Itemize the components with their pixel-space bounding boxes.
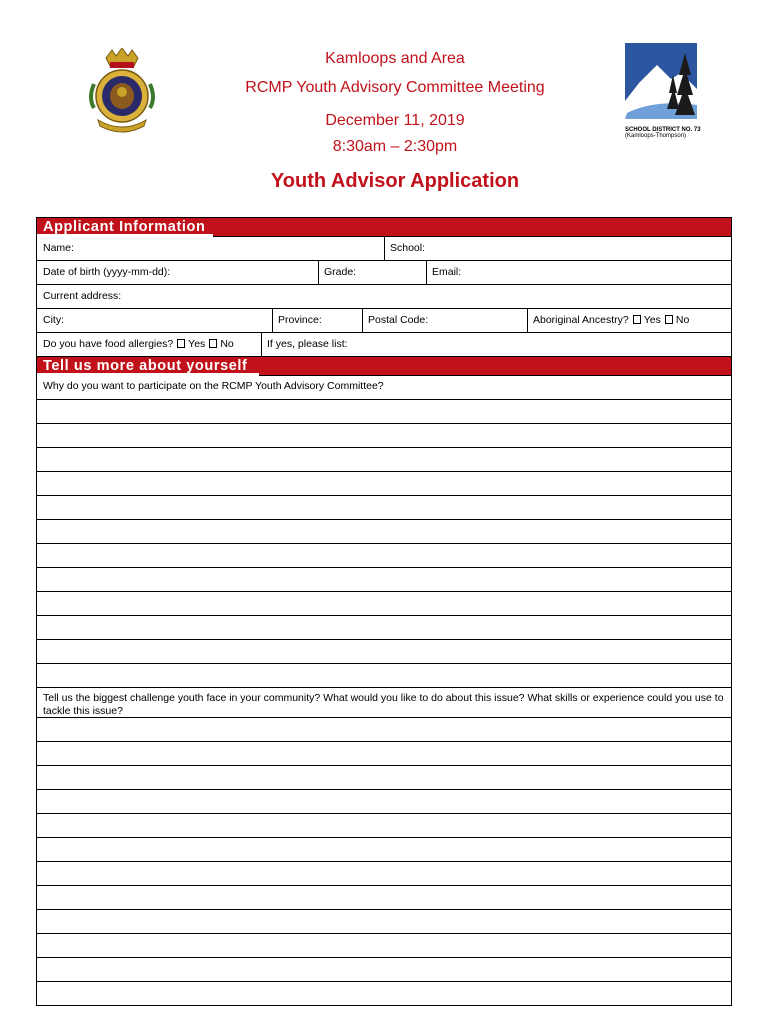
answer-2-line[interactable] bbox=[37, 910, 731, 934]
header-date: December 11, 2019 bbox=[325, 112, 465, 129]
allergies-list-label: If yes, please list: bbox=[267, 338, 348, 350]
row-address bbox=[37, 285, 731, 309]
aboriginal-label: Aboriginal Ancestry? bbox=[533, 314, 629, 326]
answer-2-line[interactable] bbox=[37, 742, 731, 766]
mountain-logo-icon bbox=[625, 43, 697, 119]
answer-1-line[interactable] bbox=[37, 544, 731, 568]
postal-label: Postal Code: bbox=[368, 314, 429, 326]
answer-1-line[interactable] bbox=[37, 616, 731, 640]
postal-field[interactable] bbox=[362, 309, 527, 332]
name-field[interactable] bbox=[37, 237, 384, 260]
dob-field[interactable] bbox=[37, 261, 318, 284]
answer-2-line[interactable] bbox=[37, 814, 731, 838]
email-label: Email: bbox=[432, 266, 462, 278]
row-allergies bbox=[37, 333, 731, 356]
allergies-list-field[interactable] bbox=[261, 333, 731, 356]
allergies-yes-checkbox[interactable] bbox=[177, 339, 185, 348]
answer-2-line[interactable] bbox=[37, 934, 731, 958]
answer-2-line[interactable] bbox=[37, 838, 731, 862]
school-district-sublabel: (Kamloops-Thompson) bbox=[625, 133, 687, 139]
answer-2-line[interactable] bbox=[37, 958, 731, 982]
page-title: Youth Advisor Application bbox=[270, 170, 520, 192]
dob-label: Date of birth (yyyy-mm-dd): bbox=[43, 266, 171, 278]
answer-1-line[interactable] bbox=[37, 568, 731, 592]
name-label: Name: bbox=[43, 242, 74, 254]
answer-1-line[interactable] bbox=[37, 640, 731, 664]
answer-1-line[interactable] bbox=[37, 520, 731, 544]
school-field[interactable] bbox=[384, 237, 731, 260]
aboriginal-yes-label: Yes bbox=[643, 314, 661, 326]
allergies-label: Do you have food allergies? bbox=[43, 338, 174, 350]
province-field[interactable] bbox=[272, 309, 362, 332]
header-line1: Kamloops and Area bbox=[325, 50, 465, 67]
answer-1-line[interactable] bbox=[37, 496, 731, 520]
section-header-applicant bbox=[37, 218, 731, 237]
answer-2-line[interactable] bbox=[37, 718, 731, 742]
grade-label: Grade: bbox=[324, 266, 357, 278]
email-field[interactable] bbox=[426, 261, 731, 284]
question-1-text: Why do you want to participate on the RCMP Youth Advisory Committee? bbox=[43, 380, 384, 392]
answer-2-line[interactable] bbox=[37, 766, 731, 790]
answer-1-line[interactable] bbox=[37, 664, 731, 688]
city-field[interactable] bbox=[37, 309, 272, 332]
header-time: 8:30am – 2:30pm bbox=[332, 138, 458, 155]
answer-2-line[interactable] bbox=[37, 862, 731, 886]
answer-1-line[interactable] bbox=[37, 448, 731, 472]
question-2-text: Tell us the biggest challenge youth face in your community? What would you like to do about this issue? What skills or experience could you use to tackle this issue? bbox=[43, 692, 724, 717]
school-district-logo bbox=[625, 43, 703, 140]
grade-field[interactable] bbox=[318, 261, 426, 284]
answer-1-line[interactable] bbox=[37, 400, 731, 424]
row-dob-grade-email bbox=[37, 261, 731, 285]
rcmp-crest-logo bbox=[86, 48, 158, 134]
section-title-more: Tell us more about yourself bbox=[43, 358, 248, 374]
section-header-more bbox=[37, 356, 731, 376]
answer-1-line[interactable] bbox=[37, 472, 731, 496]
application-form bbox=[36, 217, 732, 1006]
header-line2: RCMP Youth Advisory Committee Meeting bbox=[245, 79, 545, 96]
answer-1-line[interactable] bbox=[37, 592, 731, 616]
aboriginal-no-checkbox[interactable] bbox=[665, 315, 673, 324]
aboriginal-yes-checkbox[interactable] bbox=[633, 315, 641, 324]
row-name-school bbox=[37, 237, 731, 261]
school-district-label: SCHOOL DISTRICT NO. 73 bbox=[625, 127, 701, 133]
address-label: Current address: bbox=[43, 290, 122, 302]
school-label: School: bbox=[390, 242, 426, 254]
aboriginal-no-label: No bbox=[675, 314, 690, 326]
city-label: City: bbox=[43, 314, 64, 326]
aboriginal-field bbox=[527, 309, 731, 332]
allergies-yes-label: Yes bbox=[188, 338, 206, 350]
answer-2-line[interactable] bbox=[37, 982, 731, 1005]
question-1 bbox=[37, 376, 731, 400]
address-field[interactable] bbox=[37, 285, 731, 308]
province-label: Province: bbox=[278, 314, 322, 326]
question-2 bbox=[37, 688, 731, 718]
allergies-field bbox=[37, 333, 261, 356]
answer-2-line[interactable] bbox=[37, 790, 731, 814]
allergies-no-checkbox[interactable] bbox=[209, 339, 217, 348]
allergies-no-label: No bbox=[220, 338, 234, 350]
section-title-applicant: Applicant Information bbox=[43, 219, 206, 235]
row-city-province-postal bbox=[37, 309, 731, 333]
answer-1-line[interactable] bbox=[37, 424, 731, 448]
answer-2-line[interactable] bbox=[37, 886, 731, 910]
